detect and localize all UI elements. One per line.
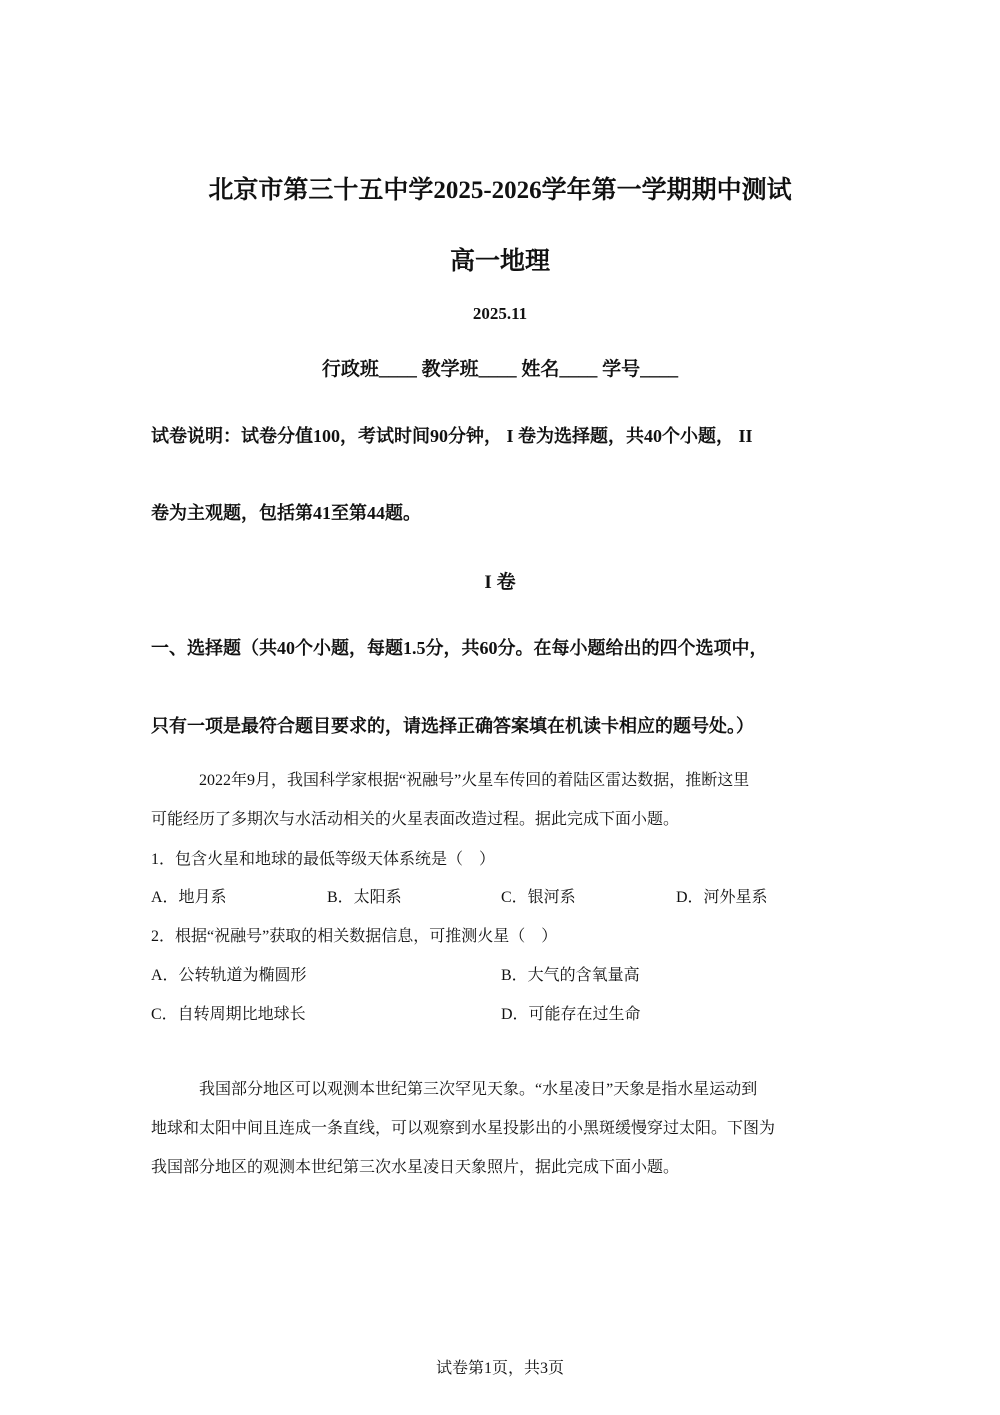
question-2-stem: 2．根据“祝融号”获取的相关数据信息，可推测火星（ ） xyxy=(151,928,558,945)
volume-heading: I 卷 xyxy=(484,572,516,593)
question-1-option-d: D．河外星系 xyxy=(676,889,768,906)
section-heading-line-1: 一、选择题（共40个小题，每题1.5分，共60分。在每小题给出的四个选项中， xyxy=(151,638,768,658)
question-2-option-a: A．公转轨道为椭圆形 xyxy=(151,967,307,984)
exam-title: 北京市第三十五中学2025-2026学年第一学期期中测试 xyxy=(208,177,792,204)
instructions-line-1: 试卷说明：试卷分值100，考试时间90分钟， I 卷为选择题，共40个小题， II xyxy=(151,426,753,446)
passage-2-line-1: 我国部分地区可以观测本世纪第三次罕见天象。“水星凌日”天象是指水星运动到 xyxy=(199,1081,758,1098)
passage-1-line-2: 可能经历了多期次与水活动相关的火星表面改造过程。据此完成下面小题。 xyxy=(151,811,680,828)
passage-2-line-3: 我国部分地区的观测本世纪第三次水星凌日天象照片，据此完成下面小题。 xyxy=(151,1159,680,1176)
question-2-option-b: B．大气的含氧量高 xyxy=(501,967,640,984)
exam-subject: 高一地理 xyxy=(449,248,550,275)
passage-1-line-1: 2022年9月，我国科学家根据“祝融号”火星车传回的着陆区雷达数据，推断这里 xyxy=(199,772,750,789)
question-1-stem: 1．包含火星和地球的最低等级天体系统是（ ） xyxy=(151,851,496,868)
question-1-option-c: C．银河系 xyxy=(501,889,576,906)
exam-date: 2025.11 xyxy=(472,304,528,323)
question-1-option-a: A．地月系 xyxy=(151,889,227,906)
question-1-option-b: B．太阳系 xyxy=(327,889,402,906)
section-heading-line-2: 只有一项是最符合题目要求的，请选择正确答案填在机读卡相应的题号处。） xyxy=(151,716,754,736)
question-2-option-d: D．可能存在过生命 xyxy=(501,1006,641,1023)
passage-2-line-2: 地球和太阳中间且连成一条直线，可以观察到水星投影出的小黑斑缓慢穿过太阳。下图为 xyxy=(151,1120,776,1137)
page-footer: 试卷第1页，共3页 xyxy=(435,1360,564,1377)
question-2-option-c: C．自转周期比地球长 xyxy=(151,1006,306,1023)
instructions-line-2: 卷为主观题，包括第41至第44题。 xyxy=(151,503,421,523)
student-info-fields: 行政班____ 教学班____ 姓名____ 学号____ xyxy=(321,359,679,380)
